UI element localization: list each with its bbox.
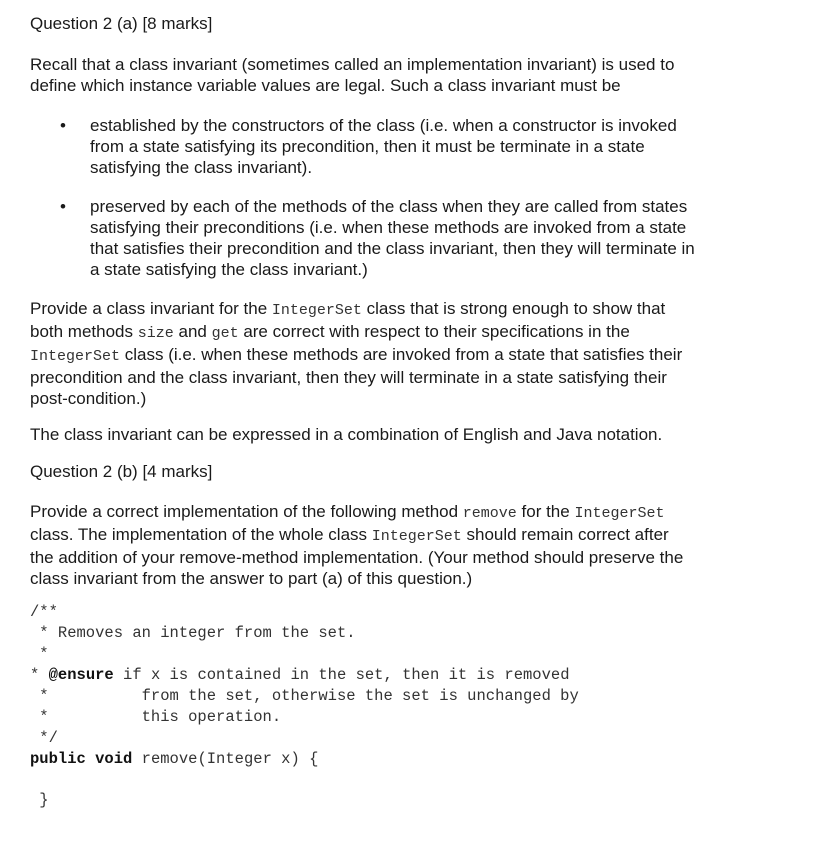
code-integerset: IntegerSet [30, 348, 121, 365]
code-integerset: IntegerSet [271, 302, 362, 319]
bullet-icon: • [60, 116, 66, 135]
intro-line-1: Recall that a class invariant (sometimes called an implementation invariant) is used to [30, 55, 675, 74]
code-remove: remove [462, 505, 517, 522]
intro-line-2: define which instance variable values are legal. Such a class invariant must be [30, 76, 621, 95]
code-get: get [211, 325, 239, 342]
method-signature: public void remove(Integer x) { [30, 750, 319, 768]
code-line-ensure: * @ensure if x is contained in the set, then it is removed [30, 666, 570, 684]
bullet-text: preserved by each of the methods of the class when they are called from states satisfying their preconditions (i.e. when these methods are invoked from a state that satisfies their precondition and the class invariant, then they will terminate in a state satisfying the class invariant.) [90, 197, 695, 279]
invariant-instructions-paragraph: Provide a class invariant for the IntegerSet class that is strong enough to show that both methods size and get are correct with respect to their specifications in the IntegerSet class (i.e. when these methods are invoked from a state that satisfies their precondition and the class invariant, then they will terminate in a state satisfying their post-condition.) [30, 299, 683, 408]
code-line: /** [30, 603, 58, 621]
question-2b-heading: Question 2 (b) [4 marks] [30, 462, 213, 481]
closing-brace: } [30, 791, 49, 809]
ensure-tag: @ensure [48, 666, 114, 684]
intro-paragraph [30, 54, 770, 96]
code-line: * this operation. [30, 708, 282, 726]
question-2a-heading: Question 2 (a) [8 marks] [30, 14, 213, 33]
code-line: * from the set, otherwise the set is unchanged by [30, 687, 579, 705]
code-line: */ [30, 729, 58, 747]
code-integerset: IntegerSet [574, 505, 665, 522]
code-line: * [30, 645, 49, 663]
bullet-icon: • [60, 197, 66, 216]
code-line: * Removes an integer from the set. [30, 624, 356, 642]
bullet-text: established by the constructors of the class (i.e. when a constructor is invoked from a state satisfying its precondition, then it must be terminate in a state satisfying the class invariant). [90, 116, 677, 177]
code-integerset: IntegerSet [371, 528, 462, 545]
code-size: size [137, 325, 174, 342]
notation-note: The class invariant can be expressed in a combination of English and Java notation. [30, 425, 663, 444]
remove-instructions-paragraph: Provide a correct implementation of the following method remove for the IntegerSet class. The implementation of the whole class IntegerSet should remain correct after the addition of your remove-method implementation. (Your method should preserve the class invariant from the answer to part (a) of this question.) [30, 502, 684, 588]
